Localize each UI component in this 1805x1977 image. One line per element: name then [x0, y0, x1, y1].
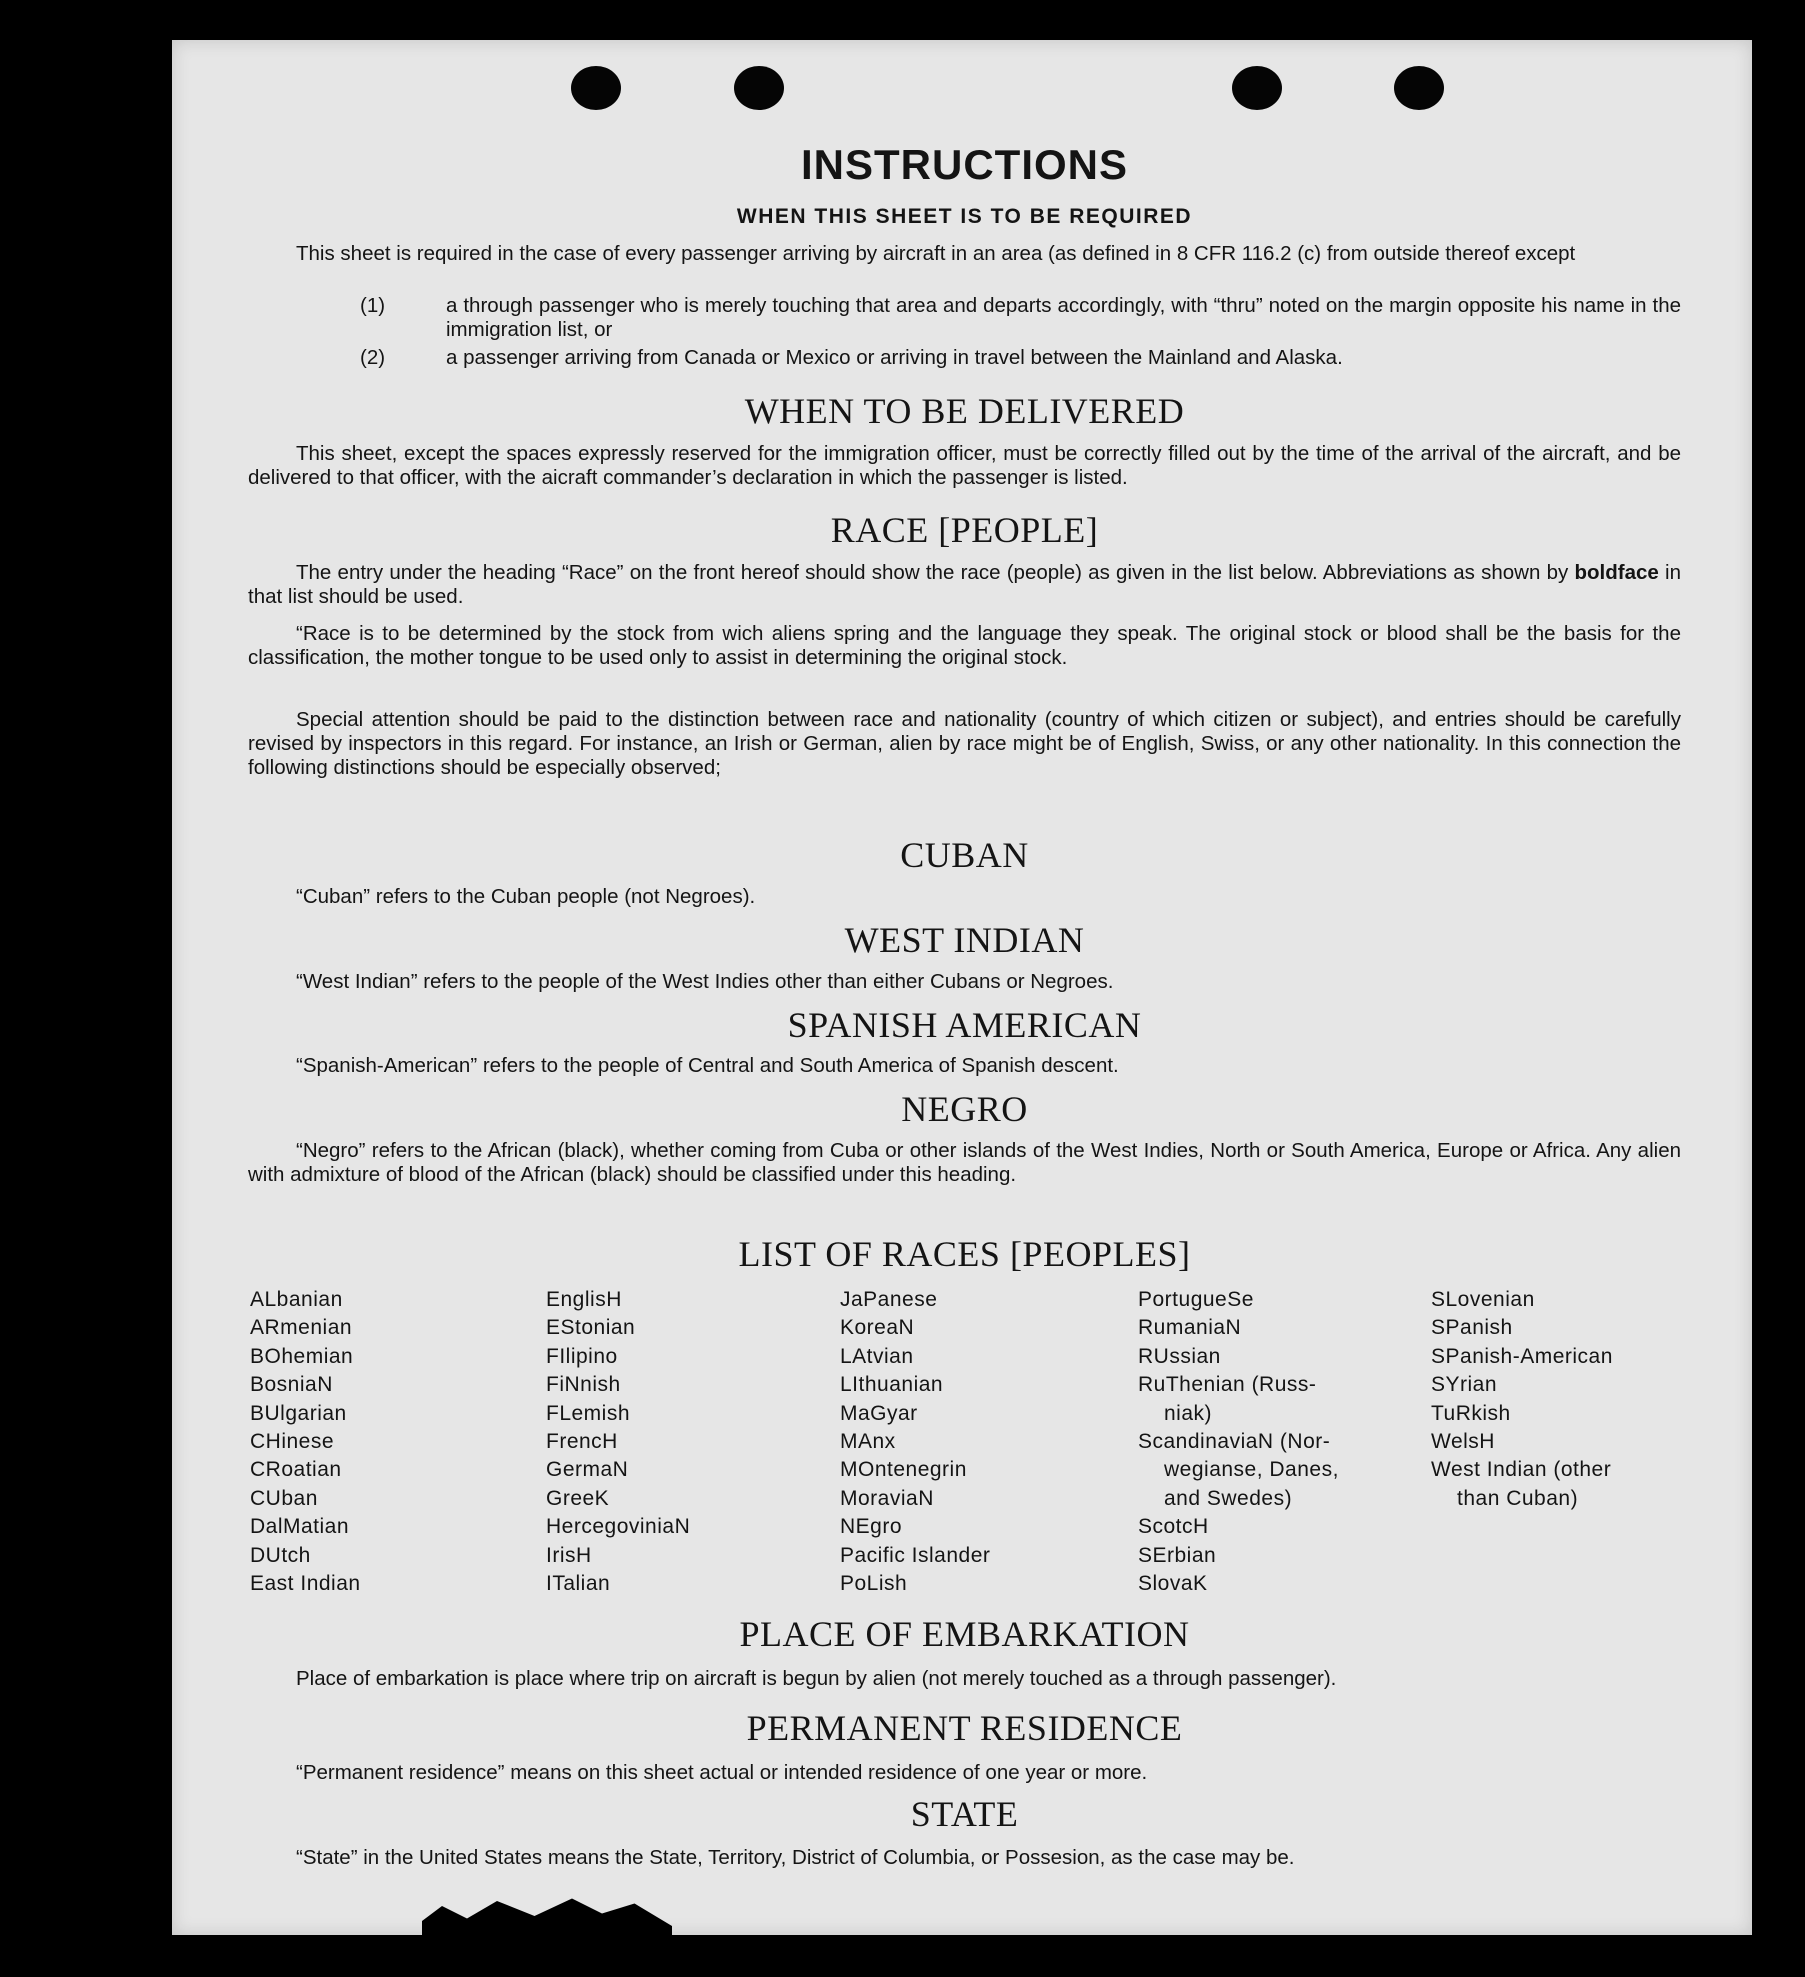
race-item: than Cuban) — [1457, 1486, 1579, 1510]
race-item: CRoatian — [250, 1458, 342, 1482]
negro-heading: NEGRO — [901, 1089, 1028, 1129]
west-indian-paragraph: “West Indian” refers to the people of the West Indies other than either Cubans or Negroes. — [296, 970, 1114, 993]
race-item: MoraviaN — [840, 1486, 934, 1510]
race-item: ALbanian — [250, 1288, 343, 1311]
exception-number: (2) — [360, 346, 386, 369]
race-item: ScandinaviaN (Nor- — [1138, 1430, 1331, 1454]
race-item: EStonian — [546, 1316, 636, 1340]
spanish-american-paragraph: “Spanish-American” refers to the people of Central and South America of Spanish descent. — [296, 1054, 1119, 1077]
race-item: IrisH — [546, 1543, 592, 1567]
race-item: Pacific Islander — [840, 1543, 991, 1567]
exception-text: a through passenger who is merely touching that area and departs accordingly, with “thru” noted on the margin opposite his name in the immigration list, or — [446, 294, 1681, 341]
page-title: INSTRUCTIONS — [801, 141, 1128, 188]
race-item: SErbian — [1138, 1543, 1217, 1567]
delivered-heading: WHEN TO BE DELIVERED — [744, 391, 1185, 431]
exception-item — [360, 346, 1681, 370]
race-item: FLemish — [546, 1401, 631, 1425]
boldface-word: boldface — [1574, 561, 1659, 584]
race-paragraph-text: in that list should be used. — [248, 561, 1682, 608]
race-item: BUlgarian — [250, 1401, 347, 1425]
document-page — [172, 40, 1752, 1935]
race-item: MaGyar — [840, 1401, 918, 1425]
race-item: LAtvian — [840, 1344, 914, 1368]
embarkation-heading: PLACE OF EMBARKATION — [739, 1614, 1190, 1654]
race-item: East Indian — [250, 1572, 361, 1596]
race-item: HercegoviniaN — [546, 1515, 691, 1539]
race-definition-paragraph: “Race is to be determined by the stock from wich aliens spring and the language they speak. The original stock or blood shall be the basis for the classification, the mother tongue to be used only to assist in determining the original stock. — [248, 622, 1681, 669]
race-item: FrencH — [546, 1430, 618, 1454]
race-item: CHinese — [250, 1430, 335, 1454]
race-item: GreeK — [546, 1486, 610, 1510]
race-item: RUssian — [1138, 1344, 1221, 1368]
section-subtitle: WHEN THIS SHEET IS TO BE REQUIRED — [736, 205, 1193, 228]
race-list — [248, 1286, 1681, 1606]
required-paragraph: This sheet is required in the case of every passenger arriving by aircraft in an area (as defined in 8 CFR 116.2 (c) from outside thereof except — [296, 242, 1576, 265]
race-heading: RACE [PEOPLE] — [830, 510, 1099, 550]
race-item: EnglisH — [546, 1288, 622, 1311]
race-item: DalMatian — [250, 1515, 350, 1539]
race-item: SYrian — [1431, 1373, 1498, 1397]
spanish-american-heading: SPANISH AMERICAN — [787, 1005, 1142, 1045]
race-item: DUtch — [250, 1543, 311, 1567]
west-indian-heading: WEST INDIAN — [844, 920, 1085, 960]
race-item: niak) — [1164, 1401, 1213, 1425]
race-column — [250, 1286, 540, 1598]
race-column — [546, 1286, 836, 1598]
race-item: MOntenegrin — [840, 1458, 967, 1482]
exception-number: (1) — [360, 294, 386, 317]
cuban-paragraph: “Cuban” refers to the Cuban people (not Negroes). — [296, 885, 756, 908]
exception-item — [360, 294, 1681, 342]
race-item: CUban — [250, 1486, 318, 1510]
race-item: RumaniaN — [1138, 1316, 1242, 1340]
race-item: ARmenian — [250, 1316, 353, 1340]
punch-hole — [1232, 66, 1282, 110]
race-column — [840, 1286, 1130, 1598]
race-item: and Swedes) — [1164, 1486, 1293, 1510]
torn-edge — [422, 1891, 672, 1935]
cuban-heading: CUBAN — [900, 835, 1029, 875]
race-item: SlovaK — [1138, 1572, 1208, 1596]
race-column — [1138, 1286, 1428, 1598]
exception-text: a passenger arriving from Canada or Mexico or arriving in travel between the Mainland and Alaska. — [446, 346, 1343, 369]
race-item: ITalian — [546, 1572, 611, 1596]
race-item: SPanish-American — [1431, 1344, 1613, 1368]
race-item: wegianse, Danes, — [1164, 1458, 1339, 1482]
race-item: PoLish — [840, 1572, 908, 1596]
race-item: PortugueSe — [1138, 1288, 1254, 1311]
race-item: NEgro — [840, 1515, 903, 1539]
race-item: JaPanese — [840, 1288, 938, 1311]
race-item: TuRkish — [1431, 1401, 1511, 1425]
race-item: BOhemian — [250, 1344, 354, 1368]
race-list-heading: LIST OF RACES [PEOPLES] — [738, 1234, 1191, 1274]
delivered-paragraph: This sheet, except the spaces expressly reserved for the immigration officer, must be correctly filled out by the time of the arrival of the aircraft, and be delivered to that officer, with the aicraft commander’s declaration in which the passenger is listed. — [248, 442, 1681, 489]
race-distinction-paragraph: Special attention should be paid to the distinction between race and nationality (country of which citizen or subject), and entries should be carefully revised by inspectors in this regard. For instance, an Irish or German, alien by race might be of English, Swiss, or any other nationality. In this connection the following distinctions should be especially observed; — [248, 708, 1681, 779]
state-heading: STATE — [910, 1794, 1019, 1834]
race-item: BosniaN — [250, 1373, 333, 1397]
race-paragraph-text: The entry under the heading “Race” on the front hereof should show the race (people) as given in the list below. Abbreviations as shown by — [296, 561, 1569, 584]
negro-paragraph: “Negro” refers to the African (black), whether coming from Cuba or other islands of the West Indies, North or South America, Europe or Africa. Any alien with admixture of blood of the African (black) should be classified under this heading. — [248, 1139, 1681, 1186]
residence-heading: PERMANENT RESIDENCE — [746, 1708, 1183, 1748]
race-item: West Indian (other — [1431, 1458, 1612, 1482]
race-column — [1431, 1286, 1721, 1513]
race-item: ScotcH — [1138, 1515, 1209, 1539]
race-item: KoreaN — [840, 1316, 915, 1340]
race-item: FiNnish — [546, 1373, 621, 1397]
race-item: FIlipino — [546, 1344, 618, 1368]
punch-hole — [1394, 66, 1444, 110]
punch-hole — [571, 66, 621, 110]
embarkation-paragraph: Place of embarkation is place where trip on aircraft is begun by alien (not merely touched as a through passenger). — [296, 1667, 1337, 1690]
race-item: SLovenian — [1431, 1288, 1535, 1311]
punch-hole — [734, 66, 784, 110]
race-item: WelsH — [1431, 1430, 1495, 1454]
race-item: GermaN — [546, 1458, 629, 1482]
race-item: SPanish — [1431, 1316, 1513, 1340]
residence-paragraph: “Permanent residence” means on this sheet actual or intended residence of one year or more. — [296, 1761, 1148, 1784]
race-item: RuThenian (Russ- — [1138, 1373, 1317, 1397]
state-paragraph: “State” in the United States means the State, Territory, District of Columbia, or Possesion, as the case may be. — [296, 1846, 1295, 1869]
race-paragraph — [248, 561, 1681, 609]
race-item: LIthuanian — [840, 1373, 944, 1397]
race-item: MAnx — [840, 1430, 896, 1454]
